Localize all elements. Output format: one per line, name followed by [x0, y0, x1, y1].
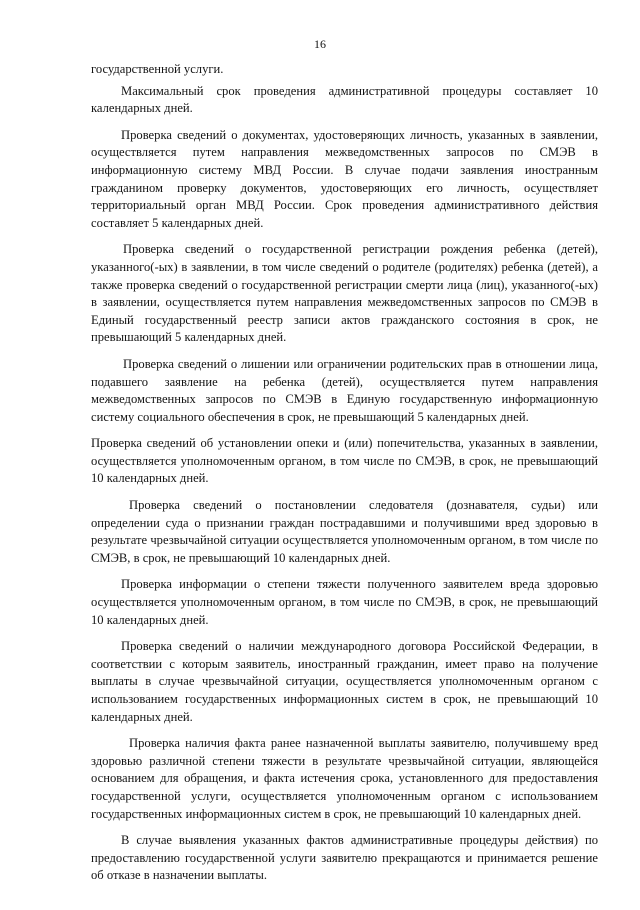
page-number: 16: [314, 37, 326, 51]
paragraph-injury-severity-check: Проверка информации о степени тяжести полученного заявителем вреда здоровью осуществляется уполномоченным органом, в том числе по СМЭВ, в срок, не превышающий 10 календарных дней.: [91, 577, 598, 627]
paragraph-refusal-decision: В случае выявления указанных фактов административные процедуры действия) по предоставлению государственной услуги заявителю прекращаются и принимается решение об отказе в назначении выплаты.: [91, 833, 598, 883]
paragraph-continuation: государственной услуги.: [91, 62, 224, 76]
paragraph-guardianship-check: Проверка сведений об установлении опеки и (или) попечительства, указанных в заявлении, осуществляется уполномоченным органом, в том числе по СМЭВ, в срок, не превышающий 10 календарных дней.: [91, 436, 598, 486]
paragraph-birth-registration-check: Проверка сведений о государственной регистрации рождения ребенка (детей), указанного(-ых) в заявлении, в том числе сведений о родителе (родителях) ребенка (детей), а также проверка сведений о государственной регистрации смерти лица (лиц), указанного(-ых) в заявлении, осуществляется путем направления межведомственных запросов по СМЭВ в Единый государственный реестр записи актов гражданского состояния в срок, не превышающий 5 календарных дней.: [91, 242, 598, 345]
paragraph-max-term: Максимальный срок проведения административной процедуры составляет 10 календарных дней.: [91, 83, 598, 116]
paragraph-identity-documents-check: Проверка сведений о документах, удостоверяющих личность, указанных в заявлении, осуществляется путем направления межведомственных запросов по СМЭВ в информационную систему МВД России. В случае подачи заявления иностранным гражданином проверку документов, удостоверяющих его личность, осуществляет территориальный орган МВД России. Срок проведения административного действия составляет 5 календарных дней.: [91, 127, 598, 230]
paragraph-investigator-ruling-check: Проверка сведений о постановлении следователя (дознавателя, судьи) или определении суда о признании граждан пострадавшими и получившими вред здоровью в результате чрезвычайной ситуации осуществляется уполномоченным органом, в том числе по СМЭВ, в срок, не превышающий 10 календарных дней.: [91, 498, 598, 565]
paragraph-international-treaty-check: Проверка сведений о наличии международного договора Российской Федерации, в соответствии с которым заявитель, иностранный гражданин, имеет право на получение выплаты в случае чрезвычайной ситуации, осуществляется уполномоченным органом с использованием государственных информационных систем в срок, не превышающий 10 календарных дней.: [91, 639, 598, 724]
document-body: [91, 61, 598, 885]
paragraph-parental-rights-check: Проверка сведений о лишении или ограничении родительских прав в отношении лица, подавшего заявление на ребенка (детей), осуществляется путем направления межведомственных запросов по СМЭВ в Единую государственную информационную систему социального обеспечения в срок, не превышающий 5 календарных дней.: [91, 356, 598, 424]
paragraph-previous-payment-check: Проверка наличия факта ранее назначенной выплаты заявителю, получившему вред здоровью различной степени тяжести в результате чрезвычайной ситуации, являющейся основанием для обращения, и факта истечения срока, установленного для предоставления государственной услуги, осуществляется уполномоченным органом с использованием государственных информационных систем в срок, не превышающий 10 календарных дней.: [91, 736, 598, 821]
